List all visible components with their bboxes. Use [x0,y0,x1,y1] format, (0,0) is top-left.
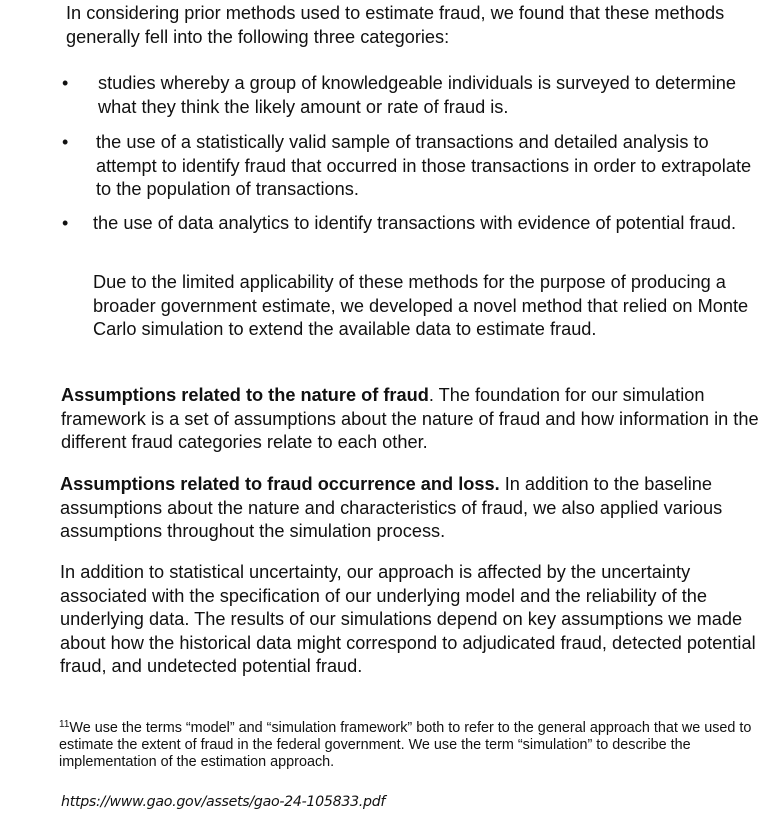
footnote-text: We use the terms “model” and “simulation framework” both to refer to the general approach that we used to estimate the extent of fraud in the federal government. We use the term “simulation” to describe the implementation of the estimation approach. [59,720,752,770]
footnote [59,720,759,771]
bullet-marker: • [62,73,69,93]
assumptions-occurrence-body: In addition to the baseline assumptions about the nature and characteristics of fraud, we also applied various assumptions throughout the simulation process. [60,474,723,541]
bullet-text: studies whereby a group of knowledgeable individuals is surveyed to determine what they think the likely amount or rate of fraud is. [98,73,736,117]
bullet-text: the use of data analytics to identify transactions with evidence of potential fraud. [93,213,737,233]
bullet-marker: • [62,132,69,152]
bullet-marker: • [62,213,69,233]
uncertainty-paragraph: In addition to statistical uncertainty, our approach is affected by the uncertainty associated with the specification of our underlying model and the reliability of the underlying data. The results of our simulations depend on key assumptions we made about how the historical data might correspond to adjudicated fraud, detected potential fraud, and undetected potential fraud. [60,562,756,676]
assumptions-nature-body: . The foundation for our simulation framework is a set of assumptions about the nature of fraud and how information in the different fraud categories relate to each other. [61,385,759,452]
bullet-text: the use of a statistically valid sample of transactions and detailed analysis to attempt to identify fraud that occurred in those transactions in order to extrapolate to the population of transactions. [96,132,752,199]
assumptions-nature-paragraph [61,384,771,455]
source-url-link[interactable]: https://www.gao.gov/assets/gao-24-105833.pdf [61,794,386,810]
intro-paragraph: In considering prior methods used to estimate fraud, we found that these methods generally fell into the following three categories: [66,3,725,47]
novel-method-paragraph: Due to the limited applicability of these methods for the purpose of producing a broader government estimate, we developed a novel method that relied on Monte Carlo simulation to extend the available data to estimate fraud. [93,272,749,339]
footnote-number: 11 [59,719,70,730]
assumptions-occurrence-heading: Assumptions related to fraud occurrence and loss. [60,474,500,494]
assumptions-nature-heading: Assumptions related to the nature of fraud [61,385,429,405]
assumptions-occurrence-paragraph [60,473,770,544]
